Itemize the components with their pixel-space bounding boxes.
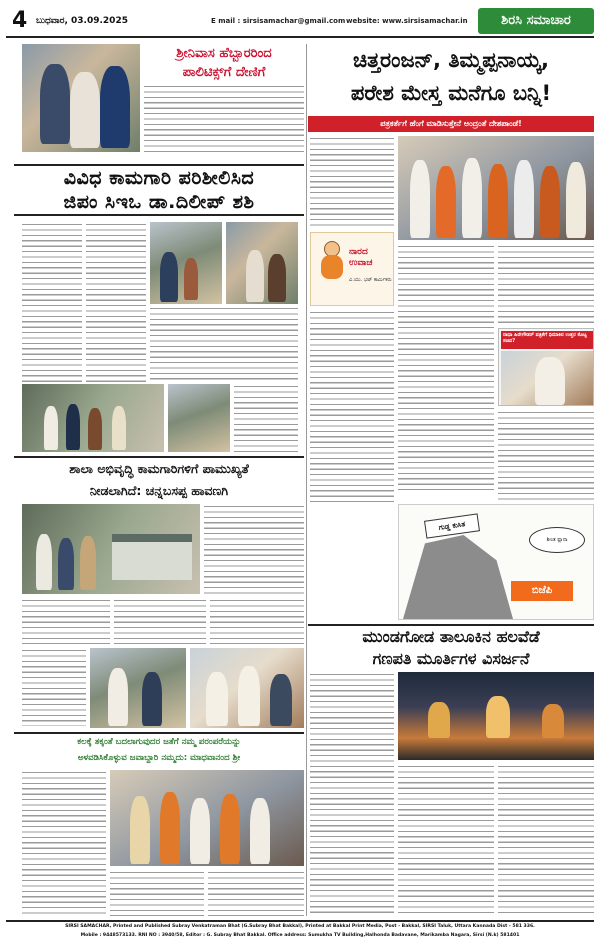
cartoon-label: ಗುಡ್ಡ ಕುಸಿತ	[424, 513, 480, 538]
a3-body-col1	[22, 222, 82, 382]
a1-headline	[144, 44, 304, 82]
header-divider	[6, 36, 594, 38]
a4-headline-line1: ಶಾಲಾ ಅಭಿವೃದ್ಧಿ ಕಾಮಗಾರಿಗಳಿಗೆ ಪಾಮುಖ್ಯತೆ	[69, 461, 249, 476]
cartoon-speech: ಶೀಂತ ಪ್ಲಾನಾ	[529, 527, 585, 553]
a3-headline-line2: ಜಿಪಂ ಸಿಇಒ ಡಾ.ದಿಲೀಪ್ ಶಶಿ	[63, 191, 255, 213]
a4-body-col4	[210, 598, 304, 644]
a3-body-col2	[86, 222, 146, 382]
page-header	[6, 6, 594, 38]
a3-body-col4	[234, 384, 298, 452]
a5-headline-line1: ಮುಂಡಗೋಡ ತಾಲೂಕಿನ ಹಲವೆಡೆ	[362, 627, 540, 646]
masthead-title: ಶಿರಸಿ ಸಮಾಚಾರ	[501, 13, 571, 28]
a2-headline-box	[308, 44, 594, 114]
a3-headline-line1: ವಿವಿಧ ಕಾಮಗಾರಿ ಪರಿಶೀಲಿಸಿದ	[63, 167, 255, 189]
a1-body	[144, 84, 304, 154]
page-number: 4	[12, 8, 28, 33]
a1-headline-line1: ಶ್ರೀನಿವಾಸ ಹೆಬ್ಬಾರರಿಂದ	[176, 46, 272, 61]
footer-line1: SIRSI SAMACHAR, Printed and Published Subray Venkatraman Bhat (G.Subray Bhat Bakkal), Printed at Bakkal Print Media, Post - Bakkal, SIRSI Taluk, Uttara Kannada Dist - 581 336.	[65, 924, 535, 929]
a3-photo-2	[226, 222, 298, 304]
a6-body-col1	[22, 770, 106, 916]
a6-body-col2	[110, 870, 204, 916]
narada-figure-icon	[319, 241, 345, 279]
a5-headline-line2: ಗಣಪತಿ ಮೂರ್ತಿಗಳ ವಿಸರ್ಜನೆ	[372, 649, 530, 668]
cartoon-hill	[403, 535, 513, 619]
a7-photo-2	[190, 648, 304, 728]
a5-body-col1	[310, 672, 394, 916]
a3-photo-3	[22, 384, 164, 452]
a6-headline-box	[14, 732, 304, 766]
cartoon-panel	[398, 504, 594, 620]
a5-photo	[398, 672, 594, 760]
page-footer	[6, 920, 594, 942]
header-website: website: www.sirsisamachar.in	[346, 17, 468, 25]
ad-box	[498, 328, 594, 406]
a7-photo-1	[90, 648, 186, 728]
a2-body-col2	[310, 310, 394, 502]
a2-column-name: ನಾರದ ಉವಾಚ	[349, 247, 373, 268]
a4-headline-box	[14, 456, 304, 502]
footer-line2: Mobile : 9448573133. RNI NO : 3940/58, Editor : G. Subray Bhat Bakkal. Office address: Sumukha TV Building,Halhonda Badavane, Marikamba Nagara, Sirsi (N.k) 581401	[80, 933, 520, 938]
a2-headline-line2: ಪರೇಶ ಮೇಸ್ತ ಮನೆಗೂ ಬನ್ನಿ!	[350, 81, 552, 105]
a2-body-col4	[498, 244, 594, 324]
a2-banner	[308, 116, 594, 132]
a4-photo	[22, 504, 200, 594]
a3-photo-1	[150, 222, 222, 304]
ad-photo	[501, 351, 593, 405]
a2-photo-group	[398, 136, 594, 240]
a3-photo-4	[168, 384, 230, 452]
a3-headline-box	[14, 164, 304, 216]
masthead-logo	[478, 8, 594, 34]
a6-headline-line2: ಅಳವಡಿಸಿಕೊಳ್ಳುವ ಜವಾಬ್ದಾರಿ ನಮ್ಮದು: ಮಾಧವಾನಂದ ಶ್ರೀ	[77, 753, 241, 763]
header-email: E mail : sirsisamachar@gmail.com	[211, 17, 346, 25]
a2-body-col5	[498, 410, 594, 502]
a5-headline-box	[308, 624, 594, 670]
ad-title: ರಾಧಾ ಹಿರೇಗೌಡರ್ ಪತ್ರಿಕೆಗೆ ಧಿಮಾಕಿನ ಉತ್ತರ ಕೊಟ್ಟ ಸಚಿವ?	[501, 331, 593, 349]
a4-headline-line2: ನೀಡಲಾಗಿದೆ: ಚನ್ನಬಸಪ್ಪ ಹಾವಣಗಿ	[89, 483, 229, 498]
a2-column-byline: ವಿ.ಯು. ಭಟ್ ಕಾರ್ಮಿಕರು	[349, 277, 392, 283]
a3-body-col3	[150, 306, 298, 382]
a2-banner-text: ಪತ್ರಕರ್ತೆಗೆ ಹೆಂಗೆ ಮಾಡಿಸುತ್ತೇನೆ ಅಂದ್ರಂತೆ ದೇಶಪಾಂಡೆ!	[380, 119, 522, 128]
a2-body-col1	[310, 136, 394, 228]
a4-body-col3	[114, 598, 206, 644]
a6-body-col3	[208, 870, 304, 916]
a4-body-col1	[204, 504, 304, 594]
header-date: ಬುಧವಾರ, 03.09.2025	[36, 16, 128, 26]
a2-column-badge	[310, 232, 394, 306]
a4-body-col2	[22, 598, 110, 644]
a5-body-col2	[398, 764, 494, 916]
cartoon-party-sign: ಬಿಜೆಪಿ	[511, 581, 573, 601]
a1-photo	[22, 44, 140, 152]
a6-photo	[110, 770, 304, 866]
a2-headline-line1: ಚಿತ್ತರಂಜನ್, ತಿಮ್ಮಪ್ಪನಾಯ್ಕ,	[353, 48, 549, 72]
a7-body	[22, 648, 86, 726]
a2-body-col3	[398, 244, 494, 494]
a5-body-col3	[498, 764, 594, 916]
a6-headline-line1: ಕಲಕ್ಕೆ ತಕ್ಕಂತೆ ಬದಲಾಗುವುದರ ಜತೆಗೆ ನಮ್ಮ ಪರಂಪರೆಯನ್ನು	[77, 737, 241, 747]
a1-headline-line2: ಪಾಲಿಟಿಕ್ಸ್‌ಗೆ ದೇಣಿಗೆ	[182, 65, 266, 80]
column-divider	[306, 44, 307, 916]
